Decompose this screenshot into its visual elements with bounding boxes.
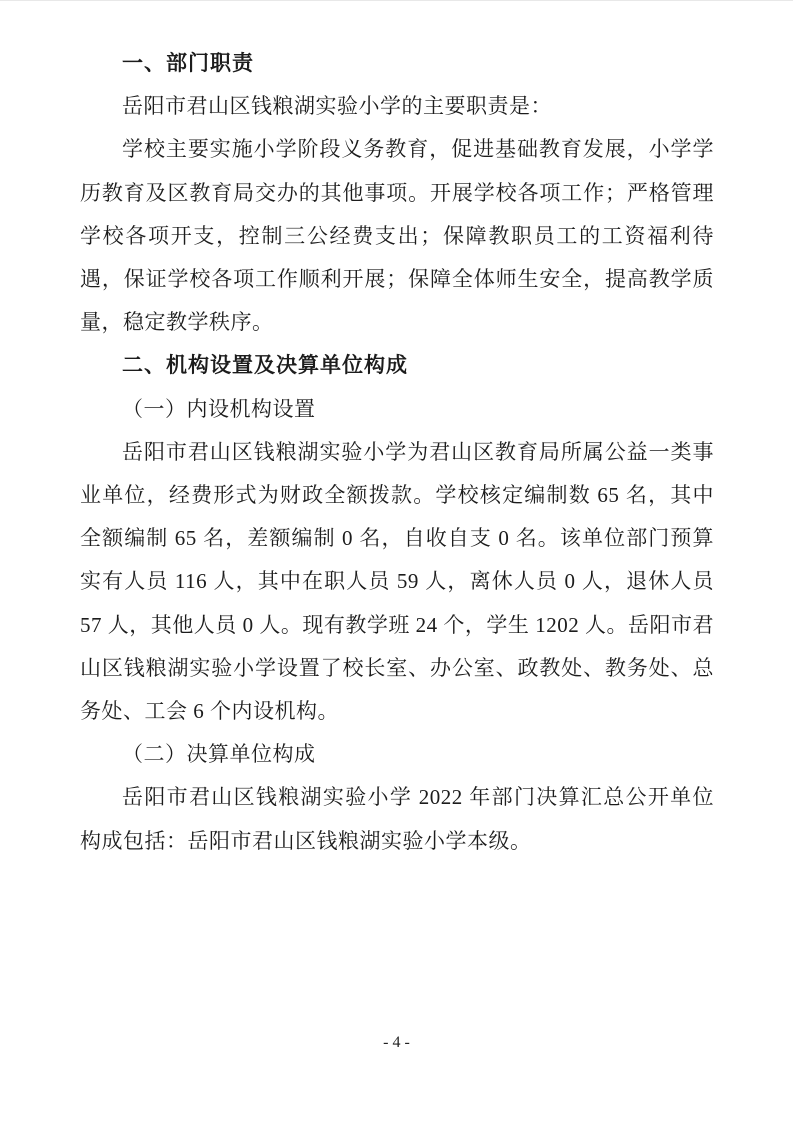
paragraph: 岳阳市君山区钱粮湖实验小学 2022 年部门决算汇总公开单位构成包括：岳阳市君山区钱粮湖实验小学本级。 <box>80 785 714 853</box>
paragraph: 岳阳市君山区钱粮湖实验小学的主要职责是： <box>122 94 552 119</box>
page-number: - 4 - <box>383 1034 410 1051</box>
paragraph: （二）决算单位构成 <box>122 742 316 767</box>
section-heading: 一、部门职责 <box>122 52 254 75</box>
paragraph: 岳阳市君山区钱粮湖实验小学为君山区教育局所属公益一类事业单位，经费形式为财政全额拨款。学校核定编制数 65 名，其中全额编制 65 名，差额编制 0 名，自收自支 0 名。该单位部门预算实有人员 116 人，其中在职人员 59 人，离休人员 0 人，退休人员 57 人，其他人员 0 人。现有教学班 24 个，学生 1202 人。岳阳市君山区钱粮湖实验小学设置了校长室、办公室、政教处、教务处、总务处、工会 6 个内设机构。 <box>80 439 714 724</box>
paragraph: （一）内设机构设置 <box>122 396 316 421</box>
document-body <box>80 42 714 863</box>
paragraph: 学校主要实施小学阶段义务教育，促进基础教育发展，小学学历教育及区教育局交办的其他事项。开展学校各项工作；严格管理学校各项开支，控制三公经费支出；保障教职员工的工资福利待遇，保证学校各项工作顺利开展；保障全体师生安全，提高教学质量，稳定教学秩序。 <box>80 137 714 335</box>
section-heading: 二、机构设置及决算单位构成 <box>122 354 408 378</box>
